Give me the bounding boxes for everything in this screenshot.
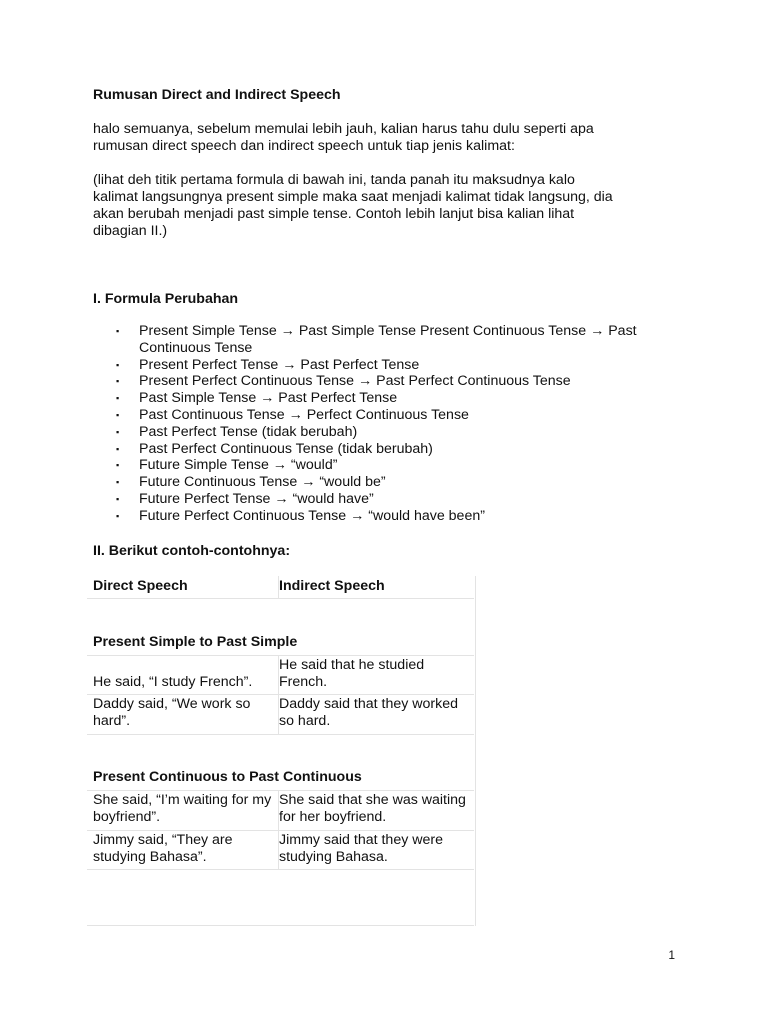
document-title: Rumusan Direct and Indirect Speech	[93, 87, 341, 103]
bullet-icon: ▪	[116, 510, 120, 521]
group-title: Present Simple to Past Simple	[93, 634, 298, 650]
list-item-text: Future Simple Tense → “would”	[139, 457, 338, 474]
list-item	[93, 508, 673, 525]
column-header-direct: Direct Speech	[93, 578, 188, 594]
table-row	[87, 791, 474, 831]
bullet-icon: ▪	[116, 460, 120, 471]
column-divider	[278, 656, 279, 735]
bullet-icon: ▪	[116, 493, 120, 504]
list-item-text: Past Perfect Continuous Tense (tidak berubah)	[139, 440, 433, 457]
direct-cell: He said, “I study French”.	[93, 674, 253, 690]
group-title: Present Continuous to Past Continuous	[93, 769, 362, 785]
list-item	[93, 441, 673, 458]
section2-heading: II. Berikut contoh-contohnya:	[93, 543, 291, 559]
list-item	[93, 323, 673, 357]
note-paragraph	[93, 172, 683, 240]
list-item-text: Past Simple Tense → Past Perfect Tense	[139, 390, 398, 407]
indirect-cell: She said that she was waiting for her boyfriend.	[279, 792, 466, 825]
note-line: (lihat deh titik pertama formula di bawah ini, tanda panah itu maksudnya kalo	[93, 172, 575, 188]
list-item	[93, 474, 673, 491]
table-row	[87, 831, 474, 870]
bullet-icon: ▪	[116, 359, 120, 370]
note-line: kalimat langsungnya present simple maka saat menjadi kalimat tidak langsung, dia	[93, 189, 613, 205]
note-line: dibagian II.)	[93, 223, 168, 239]
direct-cell: She said, “I’m waiting for my boyfriend”.	[93, 792, 272, 825]
table-row	[87, 656, 474, 695]
bullet-icon: ▪	[116, 393, 120, 404]
direct-cell: Jimmy said, “They are studying Bahasa”.	[93, 832, 233, 865]
list-item-text: Past Continuous Tense → Perfect Continuous Tense	[139, 406, 469, 423]
list-item-text: Present Perfect Continuous Tense → Past Perfect Continuous Tense	[139, 373, 571, 390]
list-item	[93, 424, 673, 441]
indirect-cell: Daddy said that they worked so hard.	[279, 696, 459, 729]
list-item	[93, 491, 673, 508]
note-line: akan berubah menjadi past simple tense. Contoh lebih lanjut bisa kalian lihat	[93, 206, 575, 222]
list-item	[93, 357, 673, 374]
indirect-cell: Jimmy said that they were studying Bahasa.	[279, 832, 444, 865]
column-divider	[278, 791, 279, 870]
indirect-cell: He said that he studied French.	[279, 657, 425, 690]
intro-paragraph	[93, 121, 683, 155]
list-item	[93, 390, 673, 407]
list-item	[93, 373, 673, 390]
table-empty-row	[87, 870, 474, 926]
bullet-icon: ▪	[116, 443, 120, 454]
list-item-text: Future Continuous Tense → “would be”	[139, 474, 386, 491]
direct-cell: Daddy said, “We work so hard”.	[93, 696, 251, 729]
list-item-text: Present Simple Tense → Past Simple Tense Present Continuous Tense → Past Continuous Tense	[139, 323, 637, 356]
table-row	[87, 695, 474, 735]
bullet-icon: ▪	[116, 326, 120, 336]
table-header-row	[87, 576, 474, 599]
table-group-row	[87, 599, 474, 656]
section1-heading: I. Formula Perubahan	[93, 291, 239, 307]
bullet-icon: ▪	[116, 376, 120, 387]
list-item	[93, 407, 673, 424]
list-item	[93, 457, 673, 474]
list-item-text: Future Perfect Continuous Tense → “would have been”	[139, 507, 485, 524]
list-item-text: Past Perfect Tense (tidak berubah)	[139, 423, 358, 440]
table-group-row	[87, 735, 474, 791]
formula-list	[93, 323, 673, 525]
list-item-text: Future Perfect Tense → “would have”	[139, 490, 374, 507]
bullet-icon: ▪	[116, 409, 120, 420]
intro-line: rumusan direct speech dan indirect speech untuk tiap jenis kalimat:	[93, 138, 515, 154]
page-number: 1	[668, 948, 675, 962]
column-divider	[278, 576, 279, 599]
bullet-icon: ▪	[116, 477, 120, 488]
examples-table	[87, 576, 476, 926]
column-header-indirect: Indirect Speech	[279, 578, 385, 594]
list-item-text: Present Perfect Tense → Past Perfect Tense	[139, 356, 420, 373]
bullet-icon: ▪	[116, 426, 120, 437]
intro-line: halo semuanya, sebelum memulai lebih jauh, kalian harus tahu dulu seperti apa	[93, 121, 594, 137]
